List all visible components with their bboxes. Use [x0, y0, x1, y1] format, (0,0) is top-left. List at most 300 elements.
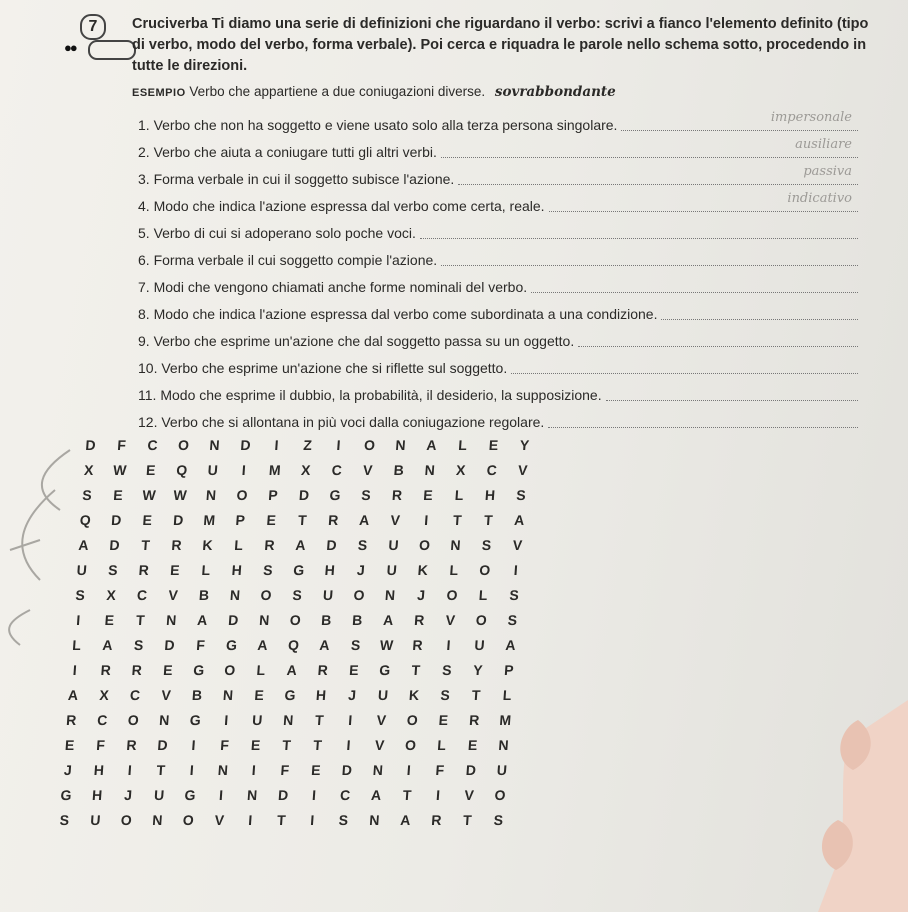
grid-row [69, 507, 536, 532]
grid-cell[interactable]: O [177, 436, 190, 453]
grid-cell[interactable]: E [467, 736, 478, 753]
grid-cell[interactable]: N [151, 811, 164, 828]
grid-cell[interactable]: S [59, 811, 70, 828]
grid-cell[interactable]: U [496, 761, 508, 778]
definition-item [138, 243, 858, 270]
grid-cell[interactable]: E [488, 436, 499, 453]
grid-cell[interactable]: J [356, 561, 366, 578]
grid-cell[interactable]: E [145, 461, 157, 478]
grid-cell[interactable]: V [167, 586, 179, 603]
grid-cell[interactable]: S [441, 661, 453, 678]
grid-cell[interactable]: A [196, 611, 208, 628]
grid-cell[interactable]: D [227, 611, 239, 628]
definition-number: 8. [138, 306, 150, 322]
example-text: Verbo che appartiene a due coniugazioni diverse. [189, 84, 486, 99]
grid-cell[interactable]: G [284, 686, 297, 703]
grid-cell[interactable]: R [263, 536, 276, 553]
grid-cell[interactable]: L [71, 636, 82, 653]
answer-line[interactable] [441, 137, 858, 158]
grid-cell[interactable]: T [276, 811, 287, 828]
grid-cell[interactable]: A [370, 786, 382, 803]
grid-cell[interactable]: K [417, 561, 429, 578]
grid-cell[interactable]: R [138, 561, 150, 578]
grid-cell[interactable]: C [136, 586, 148, 603]
definition-number: 11. [138, 387, 157, 403]
grid-cell[interactable]: R [317, 661, 329, 678]
grid-cell[interactable]: I [218, 786, 224, 803]
grid-cell[interactable]: S [74, 586, 86, 603]
grid-cell[interactable]: W [172, 486, 188, 503]
grid-cell[interactable]: J [347, 686, 357, 703]
grid-cell[interactable]: G [60, 786, 73, 803]
grid-cell[interactable]: O [446, 586, 459, 603]
answer-line[interactable] [511, 372, 858, 374]
grid-cell[interactable]: E [142, 511, 153, 528]
grid-cell[interactable]: J [123, 786, 133, 803]
grid-cell[interactable]: U [89, 811, 102, 828]
grid-cell[interactable]: K [201, 536, 214, 553]
grid-cell[interactable]: Y [519, 436, 530, 453]
instruction-text: Ti diamo una serie di definizioni che riguardano il verbo: scrivi a fianco l'elemento definito (tipo di verbo, modo del verbo, forma verbale). Poi cerca e riquadra le parole nello schema sotto, procedendo in tutte le direzioni. [132, 16, 869, 74]
grid-cell[interactable]: N [217, 761, 229, 778]
grid-cell[interactable]: I [75, 611, 81, 628]
answer-line[interactable] [661, 318, 858, 320]
grid-cell[interactable]: L [256, 661, 266, 678]
grid-cell[interactable]: N [368, 811, 381, 828]
grid-cell[interactable]: T [402, 786, 412, 803]
definition-item [138, 324, 858, 351]
grid-cell[interactable]: N [424, 461, 436, 478]
definition-question: Verbo che aiuta a coniugare tutti gli altri verbi. [153, 144, 437, 160]
grid-cell[interactable]: R [100, 661, 112, 678]
grid-cell[interactable]: D [172, 511, 184, 528]
grid-cell[interactable]: E [266, 511, 277, 528]
hand-fingers [778, 700, 908, 912]
grid-cell[interactable]: P [503, 661, 515, 678]
grid-cell[interactable]: C [129, 686, 141, 703]
grid-cell[interactable]: R [468, 711, 481, 728]
grid-cell[interactable]: I [336, 436, 342, 453]
definition-number: 6. [138, 252, 150, 268]
handwritten-answer: indicativo [787, 191, 852, 206]
grid-cell[interactable]: W [379, 636, 394, 653]
grid-cell[interactable]: N [498, 736, 510, 753]
grid-cell[interactable]: T [471, 686, 481, 703]
answer-line[interactable] [621, 110, 858, 131]
grid-cell[interactable]: A [358, 511, 370, 528]
grid-cell[interactable]: B [320, 611, 332, 628]
grid-cell[interactable]: B [191, 686, 203, 703]
grid-cell[interactable]: V [374, 736, 385, 753]
grid-cell[interactable]: U [377, 686, 389, 703]
grid-cell[interactable]: I [347, 711, 353, 728]
grid-cell[interactable]: D [341, 761, 353, 778]
grid-cell[interactable]: J [416, 586, 426, 603]
grid-cell[interactable]: O [260, 586, 273, 603]
grid-cell[interactable]: U [153, 786, 165, 803]
grid-cell[interactable]: H [484, 486, 496, 503]
grid-cell[interactable]: B [393, 461, 405, 478]
grid-cell[interactable]: R [131, 661, 143, 678]
grid-cell[interactable]: I [127, 761, 133, 778]
grid-cell[interactable]: S [481, 536, 492, 553]
definition-question: Forma verbale il cui soggetto compie l'azione. [153, 252, 438, 268]
grid-cell[interactable]: T [312, 736, 323, 753]
grid-cell[interactable]: T [297, 511, 308, 528]
grid-cell[interactable]: N [258, 611, 270, 628]
grid-cell[interactable]: I [72, 661, 78, 678]
grid-cell[interactable]: A [505, 636, 517, 653]
grid-cell[interactable]: N [205, 486, 217, 503]
grid-cell[interactable]: F [195, 636, 206, 653]
definition-text [138, 196, 545, 216]
grid-cell[interactable]: A [382, 611, 394, 628]
grid-cell[interactable]: D [164, 636, 176, 653]
handwritten-answer: passiva [803, 164, 852, 179]
grid-cell[interactable]: N [229, 586, 241, 603]
grid-cell[interactable]: V [512, 536, 523, 553]
grid-cell[interactable]: R [170, 536, 183, 553]
grid-cell[interactable]: E [112, 486, 124, 503]
grid-cell[interactable]: X [83, 461, 95, 478]
grid-cell[interactable]: S [262, 561, 274, 578]
grid-cell[interactable]: T [411, 661, 421, 678]
grid-cell[interactable]: H [93, 761, 105, 778]
grid-cell[interactable]: R [413, 611, 425, 628]
grid-cell[interactable]: H [91, 786, 103, 803]
grid-cell[interactable]: N [372, 761, 384, 778]
grid-cell[interactable]: N [282, 711, 295, 728]
answer-line[interactable] [578, 345, 858, 347]
answer-line[interactable] [441, 264, 858, 266]
grid-cell[interactable]: S [360, 486, 372, 503]
grid-cell[interactable]: S [515, 486, 527, 503]
grid-cell[interactable]: E [310, 761, 322, 778]
word-search-grid [48, 432, 541, 832]
definition-question: Verbo che esprime un'azione che dal soggetto passa su un oggetto. [153, 333, 575, 349]
grid-cell[interactable]: N [394, 436, 407, 453]
grid-cell[interactable]: L [436, 736, 447, 753]
grid-cell[interactable]: I [346, 736, 352, 753]
grid-cell[interactable]: E [253, 686, 265, 703]
grid-cell[interactable]: G [329, 486, 342, 503]
grid-cell[interactable]: F [95, 736, 106, 753]
grid-cell[interactable]: A [319, 636, 331, 653]
definition-number: 5. [138, 225, 150, 241]
definition-item [138, 270, 858, 297]
grid-cell[interactable]: O [404, 736, 417, 753]
grid-row [53, 732, 520, 757]
grid-cell[interactable]: S [493, 811, 504, 828]
grid-cell[interactable]: L [201, 561, 211, 578]
grid-cell[interactable]: D [84, 436, 97, 453]
definition-text [138, 277, 527, 297]
grid-cell[interactable]: B [198, 586, 210, 603]
grid-cell[interactable]: C [146, 436, 159, 453]
grid-cell[interactable]: U [322, 586, 334, 603]
grid-cell[interactable]: E [422, 486, 434, 503]
grid-cell[interactable]: X [98, 686, 110, 703]
grid-cell[interactable]: X [300, 461, 312, 478]
grid-cell[interactable]: R [65, 711, 78, 728]
grid-cell[interactable]: D [277, 786, 289, 803]
grid-cell[interactable]: V [376, 711, 387, 728]
grid-cell[interactable]: D [108, 536, 121, 553]
grid-cell[interactable]: S [508, 586, 520, 603]
grid-cell[interactable]: G [292, 561, 305, 578]
grid-cell[interactable]: U [474, 636, 486, 653]
grid-cell[interactable]: E [64, 736, 75, 753]
grid-cell[interactable]: C [486, 461, 498, 478]
grid-cell[interactable]: E [250, 736, 261, 753]
grid-cell[interactable]: A [425, 436, 438, 453]
grid-cell[interactable]: O [478, 561, 491, 578]
grid-cell[interactable]: O [120, 811, 133, 828]
grid-cell[interactable]: T [452, 511, 463, 528]
grid-cell[interactable]: L [502, 686, 512, 703]
grid-cell[interactable]: E [438, 711, 449, 728]
grid-cell[interactable]: A [294, 536, 307, 553]
grid-cell[interactable]: X [455, 461, 467, 478]
grid-cell[interactable]: U [387, 536, 400, 553]
grid-cell[interactable]: A [257, 636, 269, 653]
grid-cell[interactable]: G [225, 636, 238, 653]
definition-number: 7. [138, 279, 150, 295]
grid-cell[interactable]: S [81, 486, 93, 503]
grid-cell[interactable]: R [430, 811, 443, 828]
grid-cell[interactable]: V [517, 461, 529, 478]
grid-cell[interactable]: U [386, 561, 398, 578]
grid-cell[interactable]: E [348, 661, 360, 678]
grid-cell[interactable]: H [231, 561, 243, 578]
grid-cell[interactable]: A [77, 536, 90, 553]
grid-cell[interactable]: A [286, 661, 298, 678]
grid-cell[interactable]: P [267, 486, 279, 503]
grid-cell[interactable]: A [102, 636, 114, 653]
grid-cell[interactable]: S [357, 536, 368, 553]
grid-cell[interactable]: L [449, 561, 459, 578]
grid-cell[interactable]: D [157, 736, 169, 753]
exercise-instruction [132, 14, 872, 77]
definition-number: 1. [138, 117, 150, 133]
answer-line[interactable] [606, 399, 858, 401]
definition-text [138, 358, 507, 378]
grid-cell[interactable]: R [126, 736, 138, 753]
grid-cell[interactable]: E [169, 561, 181, 578]
grid-cell[interactable]: O [406, 711, 419, 728]
grid-cell[interactable]: V [160, 686, 172, 703]
difficulty-dots: ●● [64, 40, 76, 55]
answer-line[interactable] [548, 426, 858, 428]
grid-cell[interactable]: I [406, 761, 412, 778]
grid-cell[interactable]: N [384, 586, 396, 603]
grid-cell[interactable]: M [268, 461, 282, 478]
grid-cell[interactable]: G [184, 786, 197, 803]
grid-cell[interactable]: M [498, 711, 512, 728]
grid-cell[interactable]: H [315, 686, 327, 703]
grid-cell[interactable]: I [274, 436, 280, 453]
grid-cell[interactable]: Q [175, 461, 188, 478]
grid-cell[interactable]: L [233, 536, 244, 553]
grid-cell[interactable]: D [465, 761, 477, 778]
grid-cell[interactable]: I [251, 761, 257, 778]
grid-cell[interactable]: E [162, 661, 174, 678]
grid-cell[interactable]: W [112, 461, 128, 478]
grid-cell[interactable]: A [513, 511, 525, 528]
grid-cell[interactable]: I [247, 811, 253, 828]
definition-question: Verbo che si allontana in più voci dalla coniugazione regolare. [161, 414, 545, 430]
grid-cell[interactable]: M [202, 511, 216, 528]
definition-question: Verbo che non ha soggetto e viene usato solo alla terza persona singolare. [153, 117, 618, 133]
definition-number: 4. [138, 198, 150, 214]
grid-cell[interactable]: O [289, 611, 302, 628]
grid-cell[interactable]: Q [287, 636, 300, 653]
grid-cell[interactable]: I [223, 711, 229, 728]
grid-cell[interactable]: G [378, 661, 391, 678]
grid-cell[interactable]: O [494, 786, 507, 803]
grid-cell[interactable]: N [208, 436, 221, 453]
grid-cell[interactable]: L [454, 486, 464, 503]
definition-text [138, 250, 437, 270]
handwritten-answer: ausiliare [795, 137, 852, 152]
grid-cell[interactable]: J [63, 761, 73, 778]
grid-cell[interactable]: T [462, 811, 473, 828]
grid-cell[interactable]: N [246, 786, 258, 803]
grid-cell[interactable]: A [399, 811, 412, 828]
grid-cell[interactable]: H [324, 561, 336, 578]
grid-cell[interactable]: Q [79, 511, 92, 528]
grid-cell[interactable]: T [140, 536, 151, 553]
grid-cell[interactable]: A [67, 686, 79, 703]
definition-text [138, 385, 602, 405]
grid-row [67, 532, 534, 557]
grid-cell[interactable]: O [127, 711, 140, 728]
grid-cell[interactable]: I [241, 461, 247, 478]
grid-cell[interactable]: D [110, 511, 122, 528]
grid-cell[interactable]: F [435, 761, 445, 778]
grid-row [50, 782, 517, 807]
grid-cell[interactable]: S [291, 586, 303, 603]
grid-cell[interactable]: W [141, 486, 157, 503]
grid-cell[interactable]: U [207, 461, 219, 478]
grid-cell[interactable]: T [483, 511, 494, 528]
grid-cell[interactable]: N [158, 711, 171, 728]
grid-cell[interactable]: S [507, 611, 518, 628]
grid-cell[interactable]: Z [302, 436, 313, 453]
grid-row [55, 707, 522, 732]
grid-cell[interactable]: I [435, 786, 441, 803]
exercise-number: 7 [80, 14, 106, 40]
grid-cell[interactable]: S [439, 686, 451, 703]
grid-cell[interactable]: E [104, 611, 115, 628]
grid-cell[interactable]: V [214, 811, 225, 828]
grid-cell[interactable]: C [331, 461, 343, 478]
grid-cell[interactable]: C [96, 711, 109, 728]
grid-cell[interactable]: L [478, 586, 488, 603]
grid-cell[interactable]: Y [472, 661, 484, 678]
grid-cell[interactable]: I [311, 786, 317, 803]
grid-cell[interactable]: T [281, 736, 292, 753]
grid-cell[interactable]: O [223, 661, 236, 678]
grid-cell[interactable]: I [191, 736, 197, 753]
grid-cell[interactable]: F [280, 761, 290, 778]
answer-line[interactable] [420, 237, 858, 239]
grid-cell[interactable]: F [219, 736, 230, 753]
grid-cell[interactable]: R [391, 486, 403, 503]
definition-number: 2. [138, 144, 150, 160]
grid-cell[interactable]: O [363, 436, 376, 453]
grid-cell[interactable]: V [463, 786, 475, 803]
grid-cell[interactable]: U [251, 711, 264, 728]
grid-cell[interactable]: R [412, 636, 424, 653]
grid-cell[interactable]: O [418, 536, 431, 553]
grid-cell[interactable]: D [325, 536, 338, 553]
grid-cell[interactable]: U [76, 561, 88, 578]
grid-cell[interactable]: L [457, 436, 468, 453]
grid-cell[interactable]: S [338, 811, 349, 828]
definition-number: 9. [138, 333, 150, 349]
grid-cell[interactable]: O [182, 811, 195, 828]
grid-cell[interactable]: I [513, 561, 519, 578]
grid-cell[interactable]: T [314, 711, 325, 728]
grid-cell[interactable]: P [235, 511, 246, 528]
grid-cell[interactable]: I [189, 761, 195, 778]
difficulty-oval [88, 40, 136, 60]
definition-text [138, 331, 574, 351]
grid-cell[interactable]: G [189, 711, 202, 728]
grid-row [60, 632, 527, 657]
grid-cell[interactable]: D [239, 436, 252, 453]
grid-cell[interactable]: I [309, 811, 315, 828]
grid-cell[interactable]: D [298, 486, 310, 503]
answer-line[interactable] [458, 164, 858, 185]
grid-cell[interactable]: B [351, 611, 363, 628]
definition-question: Verbo che esprime un'azione che si riflette sul soggetto. [161, 360, 508, 376]
grid-cell[interactable]: K [408, 686, 420, 703]
grid-cell[interactable]: N [449, 536, 462, 553]
grid-cell[interactable]: O [236, 486, 249, 503]
exercise-title: Cruciverba [132, 16, 208, 32]
grid-cell[interactable]: V [445, 611, 456, 628]
grid-cell[interactable]: N [165, 611, 177, 628]
grid-cell[interactable]: O [353, 586, 366, 603]
grid-cell[interactable]: G [192, 661, 205, 678]
definition-text [138, 304, 657, 324]
grid-cell[interactable]: F [116, 436, 127, 453]
grid-cell[interactable]: C [339, 786, 351, 803]
grid-cell[interactable]: S [133, 636, 144, 653]
grid-cell[interactable]: I [446, 636, 452, 653]
grid-cell[interactable]: S [107, 561, 119, 578]
answer-line[interactable] [549, 191, 858, 212]
grid-cell[interactable]: T [135, 611, 146, 628]
grid-cell[interactable]: N [222, 686, 234, 703]
grid-cell[interactable]: X [105, 586, 117, 603]
grid-cell[interactable]: T [156, 761, 166, 778]
grid-cell[interactable]: V [362, 461, 374, 478]
answer-line[interactable] [531, 291, 858, 293]
definition-question: Modo che esprime il dubbio, la probabilità, il desiderio, la supposizione. [160, 387, 602, 403]
grid-cell[interactable]: O [475, 611, 488, 628]
grid-row [52, 757, 519, 782]
margin-scribble [0, 430, 80, 650]
grid-cell[interactable]: I [423, 511, 429, 528]
grid-cell[interactable]: V [390, 511, 401, 528]
definition-question: Forma verbale in cui il soggetto subisce l'azione. [153, 171, 455, 187]
grid-cell[interactable]: R [327, 511, 339, 528]
grid-cell[interactable]: S [350, 636, 361, 653]
grid-row [62, 607, 529, 632]
